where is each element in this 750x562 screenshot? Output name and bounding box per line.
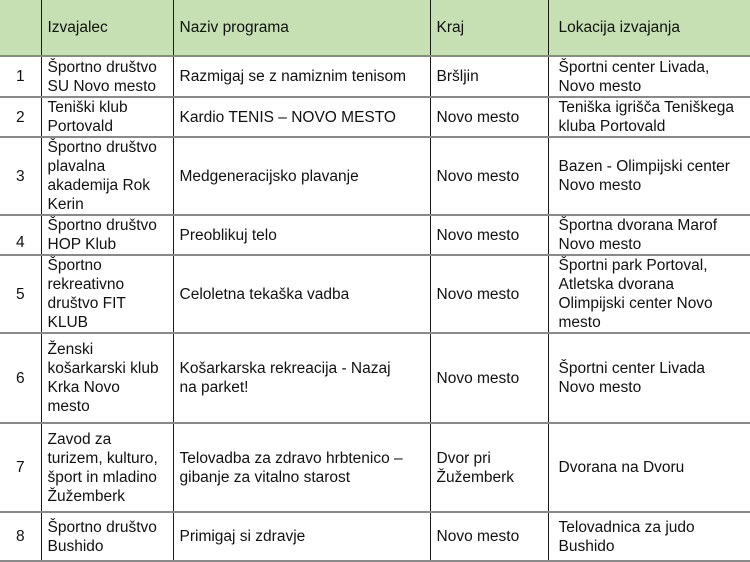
cell-lokacija: Dvorana na Dvoru [548, 423, 750, 512]
cell-program: Preoblikuj telo [173, 215, 430, 255]
table-header-row [0, 0, 750, 56]
cell-kraj: Novo mesto [430, 215, 548, 255]
table-row [0, 56, 750, 97]
cell-number: 6 [0, 333, 41, 423]
cell-number: 5 [0, 255, 41, 333]
cell-kraj: Dvor pri Žužemberk [430, 423, 548, 512]
cell-izvajalec: Športno društvo Bushido [41, 512, 173, 561]
cell-program: Primigaj si zdravje [173, 512, 430, 561]
cell-number: 4 [0, 215, 41, 255]
cell-lokacija: Športni center Livada Novo mesto [548, 333, 750, 423]
table-row [0, 423, 750, 512]
cell-program: Razmigaj se z namiznim tenisom [173, 56, 430, 97]
cell-number: 7 [0, 423, 41, 512]
header-kraj: Kraj [430, 0, 548, 56]
cell-lokacija: Športna dvorana Marof Novo mesto [548, 215, 750, 255]
cell-kraj: Novo mesto [430, 333, 548, 423]
table-row [0, 333, 750, 423]
table-row [0, 215, 750, 255]
cell-kraj: Novo mesto [430, 255, 548, 333]
header-izvajalec: Izvajalec [41, 0, 173, 56]
cell-kraj: Bršljin [430, 56, 548, 97]
cell-izvajalec: Športno društvo SU Novo mesto [41, 56, 173, 97]
cell-izvajalec: Športno rekreativno društvo FIT KLUB [41, 255, 173, 333]
cell-number: 8 [0, 512, 41, 561]
header-lokacija: Lokacija izvajanja [548, 0, 750, 56]
cell-number: 1 [0, 56, 41, 97]
cell-program: Celoletna tekaška vadba [173, 255, 430, 333]
cell-lokacija: Telovadnica za judo Bushido [548, 512, 750, 561]
cell-kraj: Novo mesto [430, 97, 548, 137]
cell-izvajalec: Teniški klub Portovald [41, 97, 173, 137]
cell-program: Telovadba za zdravo hrbtenico – gibanje za vitalno starost [173, 423, 430, 512]
header-naziv-programa: Naziv programa [173, 0, 430, 56]
table-row [0, 512, 750, 561]
cell-program: Medgeneracijsko plavanje [173, 137, 430, 215]
table-row [0, 97, 750, 137]
cell-kraj: Novo mesto [430, 512, 548, 561]
cell-izvajalec: Zavod za turizem, kulturo, šport in mladino Žužemberk [41, 423, 173, 512]
cell-izvajalec: Ženski košarkarski klub Krka Novo mesto [41, 333, 173, 423]
cell-lokacija: Športni park Portoval, Atletska dvorana Olimpijski center Novo mesto [548, 255, 750, 333]
cell-lokacija: Športni center Livada, Novo mesto [548, 56, 750, 97]
table-row [0, 137, 750, 215]
cell-izvajalec: Športno društvo HOP Klub [41, 215, 173, 255]
cell-izvajalec: Športno društvo plavalna akademija Rok Kerin [41, 137, 173, 215]
cell-kraj: Novo mesto [430, 137, 548, 215]
table-row [0, 255, 750, 333]
cell-program: Košarkarska rekreacija - Nazaj na parket! [173, 333, 430, 423]
cell-number: 2 [0, 97, 41, 137]
cell-number: 3 [0, 137, 41, 215]
header-number [0, 0, 41, 56]
cell-program: Kardio TENIS – NOVO MESTO [173, 97, 430, 137]
cell-lokacija: Teniška igrišča Teniškega kluba Portovald [548, 97, 750, 137]
cell-lokacija: Bazen - Olimpijski center Novo mesto [548, 137, 750, 215]
